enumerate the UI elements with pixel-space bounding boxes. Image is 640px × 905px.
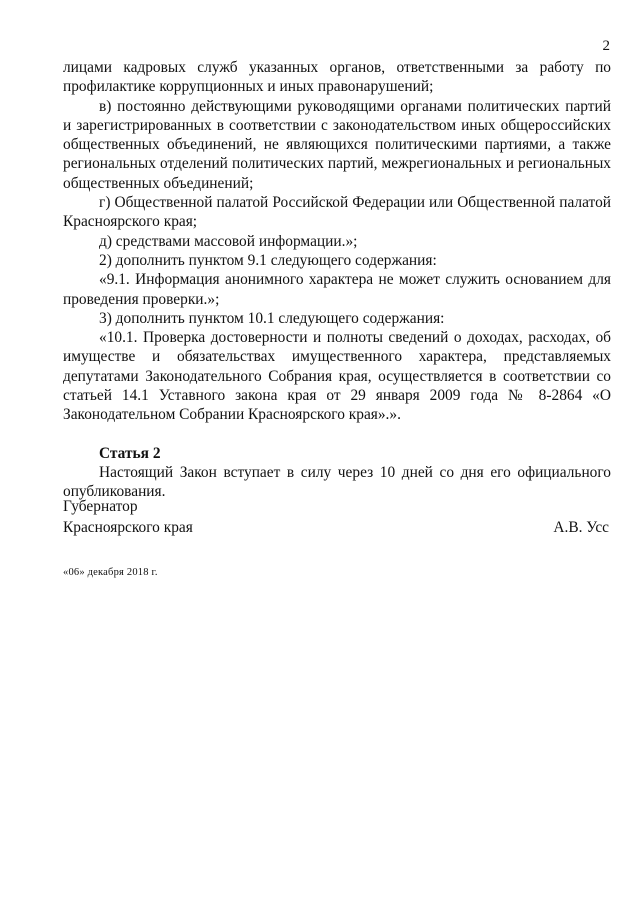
signer-title-line2: Красноярского края (63, 519, 193, 536)
paragraph-amendment-2: 2) дополнить пунктом 9.1 следующего содержания: (99, 251, 437, 269)
signer-title-line1: Губернатор (63, 498, 138, 515)
paragraph-continuation: лицами кадровых служб указанных органов, ответственными за работу по профилактике коррупционных и иных правонарушений; (63, 59, 611, 96)
article-heading: Статья 2 (99, 444, 161, 462)
signing-date: «06» декабря 2018 г. (63, 567, 158, 578)
document-body (63, 58, 611, 502)
paragraph-clause-9-1: «9.1. Информация анонимного характера не может служить основанием для проведения проверки.»; (63, 271, 611, 308)
signature-row (63, 517, 611, 538)
paragraph-clause-10-1: «10.1. Проверка достоверности и полноты сведений о доходах, расходах, об имуществе и обязательствах имущественного характера, представляемых депутатами Законодательного Собрания края, осуществляется в соответствии со статьей 14.1 Уставного закона края от 29 января 2009 года № 8-2864 «О Законодательном Собрании Красноярского края».». (63, 329, 611, 424)
signature-block (63, 496, 611, 538)
paragraph-amendment-3: 3) дополнить пунктом 10.1 следующего содержания: (99, 309, 445, 327)
paragraph-item-d: д) средствами массовой информации.»; (99, 232, 358, 250)
signer-name: А.В. Усс (553, 519, 609, 536)
paragraph-item-v: в) постоянно действующими руководящими органами политических партий и зарегистрированных в соответствии с законодательством иных общероссийских общественных объединений, не являющихся политическими партиями, а также региональных отделений политических партий, межрегиональных и региональных общественных объединений; (63, 97, 611, 192)
page-number: 2 (602, 38, 610, 54)
article-text: Настоящий Закон вступает в силу через 10 дней со дня его официального опубликования. (63, 463, 611, 501)
paragraph-item-g: г) Общественной палатой Российской Федерации или Общественной палатой Красноярского края; (63, 194, 611, 231)
